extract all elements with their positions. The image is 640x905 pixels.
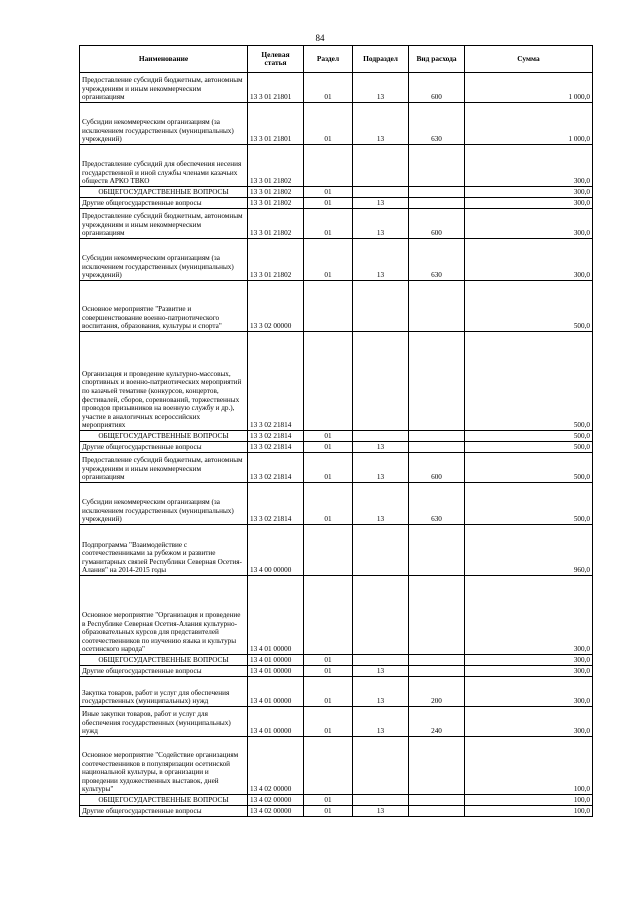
table-row	[80, 707, 593, 737]
row-subsection: 13	[353, 73, 409, 103]
row-name: Иные закупки товаров, работ и услуг для обеспечения государственных (муниципальных) нужд	[80, 707, 248, 737]
row-section: 01	[304, 707, 353, 737]
row-name: Другие общегосударственные вопросы	[80, 666, 248, 677]
row-amount: 300,0	[465, 209, 593, 239]
row-section: 01	[304, 431, 353, 442]
row-subsection: 13	[353, 707, 409, 737]
row-amount: 500,0	[465, 332, 593, 431]
row-name: ОБЩЕГОСУДАРСТВЕННЫЕ ВОПРОСЫ	[80, 795, 248, 806]
row-section: 01	[304, 677, 353, 707]
table-row	[80, 442, 593, 453]
row-amount: 300,0	[465, 145, 593, 187]
table-row	[80, 145, 593, 187]
row-expense-type	[409, 806, 465, 817]
row-name: Организация и проведение культурно-массовых, спортивных и военно-патриотических мероприятий по казачьей тематике (конкурсов, концертов, фестивалей, сборов, соревнований, торжественных проводов призывников на военную службу и др.), участие в аналогичных всероссийских мероприятиях	[80, 332, 248, 431]
row-target: 13 4 01 00000	[248, 677, 304, 707]
row-target: 13 4 01 00000	[248, 576, 304, 655]
row-target: 13 3 01 21801	[248, 73, 304, 103]
row-target: 13 3 02 00000	[248, 281, 304, 332]
row-section: 01	[304, 187, 353, 198]
row-name: Предоставление субсидий для обеспечения несения государственной и иной службы членами казачьих обществ АРКО ТВКО	[80, 145, 248, 187]
row-section	[304, 576, 353, 655]
row-name: Предоставление субсидий бюджетным, автономным учреждениям и иным некоммерческим организациям	[80, 453, 248, 483]
row-expense-type	[409, 187, 465, 198]
table-row	[80, 431, 593, 442]
row-name: Другие общегосударственные вопросы	[80, 198, 248, 209]
row-subsection	[353, 431, 409, 442]
row-expense-type	[409, 576, 465, 655]
row-section: 01	[304, 103, 353, 145]
table-row	[80, 187, 593, 198]
row-name: Закупка товаров, работ и услуг для обеспечения государственных (муниципальных) нужд	[80, 677, 248, 707]
row-target: 13 3 02 21814	[248, 442, 304, 453]
row-amount: 1 000,0	[465, 73, 593, 103]
row-target: 13 3 01 21801	[248, 103, 304, 145]
header-subsection: Подраздел	[353, 46, 409, 73]
row-expense-type	[409, 666, 465, 677]
row-amount: 100,0	[465, 806, 593, 817]
row-expense-type: 200	[409, 677, 465, 707]
row-target: 13 4 02 00000	[248, 806, 304, 817]
row-subsection: 13	[353, 806, 409, 817]
row-expense-type: 600	[409, 453, 465, 483]
row-section	[304, 525, 353, 576]
row-name: Субсидии некоммерческим организациям (за исключением государственных (муниципальных) учреждений)	[80, 483, 248, 525]
table-row	[80, 209, 593, 239]
row-subsection	[353, 525, 409, 576]
row-expense-type	[409, 655, 465, 666]
row-name: Основное мероприятие "Развитие и совершенствование военно-патриотического воспитания, образования, культуры и спорта"	[80, 281, 248, 332]
row-section	[304, 332, 353, 431]
row-section: 01	[304, 483, 353, 525]
row-subsection	[353, 187, 409, 198]
row-expense-type: 600	[409, 73, 465, 103]
row-name: Предоставление субсидий бюджетным, автономным учреждениям и иным некоммерческим организациям	[80, 209, 248, 239]
row-subsection: 13	[353, 483, 409, 525]
table-row	[80, 103, 593, 145]
table-row	[80, 239, 593, 281]
row-subsection: 13	[353, 239, 409, 281]
row-section	[304, 145, 353, 187]
table-row	[80, 655, 593, 666]
row-expense-type	[409, 145, 465, 187]
budget-table	[79, 45, 593, 817]
row-name: Другие общегосударственные вопросы	[80, 806, 248, 817]
row-subsection	[353, 795, 409, 806]
row-subsection: 13	[353, 666, 409, 677]
row-subsection	[353, 576, 409, 655]
row-amount: 500,0	[465, 453, 593, 483]
row-subsection: 13	[353, 103, 409, 145]
table-row	[80, 576, 593, 655]
row-subsection: 13	[353, 677, 409, 707]
row-target: 13 4 01 00000	[248, 655, 304, 666]
header-target: Целевая статья	[248, 46, 304, 73]
row-target: 13 3 01 21802	[248, 187, 304, 198]
table-header-row	[80, 46, 593, 73]
row-amount: 300,0	[465, 187, 593, 198]
row-expense-type: 630	[409, 103, 465, 145]
row-name: Другие общегосударственные вопросы	[80, 442, 248, 453]
row-section: 01	[304, 73, 353, 103]
row-target: 13 3 01 21802	[248, 239, 304, 281]
row-amount: 300,0	[465, 239, 593, 281]
row-target: 13 4 02 00000	[248, 795, 304, 806]
row-subsection	[353, 655, 409, 666]
row-amount: 300,0	[465, 655, 593, 666]
row-section: 01	[304, 666, 353, 677]
row-subsection: 13	[353, 209, 409, 239]
row-amount: 300,0	[465, 666, 593, 677]
row-subsection: 13	[353, 453, 409, 483]
row-amount: 100,0	[465, 737, 593, 795]
row-section: 01	[304, 795, 353, 806]
row-name: Субсидии некоммерческим организациям (за исключением государственных (муниципальных) учреждений)	[80, 239, 248, 281]
table-row	[80, 198, 593, 209]
row-amount: 300,0	[465, 677, 593, 707]
row-expense-type	[409, 442, 465, 453]
row-subsection	[353, 737, 409, 795]
row-name: Предоставление субсидий бюджетным, автономным учреждениям и иным некоммерческим организациям	[80, 73, 248, 103]
row-section: 01	[304, 198, 353, 209]
row-amount: 300,0	[465, 707, 593, 737]
row-section: 01	[304, 442, 353, 453]
row-expense-type	[409, 431, 465, 442]
row-name: ОБЩЕГОСУДАРСТВЕННЫЕ ВОПРОСЫ	[80, 187, 248, 198]
row-target: 13 3 01 21802	[248, 209, 304, 239]
row-section: 01	[304, 453, 353, 483]
row-expense-type: 630	[409, 483, 465, 525]
row-expense-type	[409, 198, 465, 209]
row-name: Субсидии некоммерческим организациям (за исключением государственных (муниципальных) учреждений)	[80, 103, 248, 145]
table-row	[80, 737, 593, 795]
row-expense-type: 600	[409, 209, 465, 239]
row-name: ОБЩЕГОСУДАРСТВЕННЫЕ ВОПРОСЫ	[80, 655, 248, 666]
table-row	[80, 453, 593, 483]
page-number: 84	[315, 33, 325, 43]
row-section: 01	[304, 209, 353, 239]
table-row	[80, 281, 593, 332]
row-subsection: 13	[353, 198, 409, 209]
row-section	[304, 281, 353, 332]
row-name: ОБЩЕГОСУДАРСТВЕННЫЕ ВОПРОСЫ	[80, 431, 248, 442]
table-row	[80, 525, 593, 576]
row-expense-type: 240	[409, 707, 465, 737]
row-subsection: 13	[353, 442, 409, 453]
row-amount: 100,0	[465, 795, 593, 806]
row-expense-type: 630	[409, 239, 465, 281]
row-amount: 500,0	[465, 431, 593, 442]
table-row	[80, 332, 593, 431]
header-name: Наименование	[80, 46, 248, 73]
row-expense-type	[409, 795, 465, 806]
row-section: 01	[304, 239, 353, 281]
row-target: 13 3 02 21814	[248, 431, 304, 442]
row-name: Основное мероприятие "Содействие организациям соотечественников в популяризации осетинской национальной культуры, в организации и проведении художественных выставок, дней культуры"	[80, 737, 248, 795]
header-section: Раздел	[304, 46, 353, 73]
row-section	[304, 737, 353, 795]
row-amount: 300,0	[465, 576, 593, 655]
row-target: 13 3 02 21814	[248, 483, 304, 525]
row-target: 13 3 02 21814	[248, 453, 304, 483]
row-amount: 500,0	[465, 483, 593, 525]
table-row	[80, 483, 593, 525]
row-target: 13 4 01 00000	[248, 707, 304, 737]
row-amount: 960,0	[465, 525, 593, 576]
row-expense-type	[409, 737, 465, 795]
row-expense-type	[409, 281, 465, 332]
table-row	[80, 677, 593, 707]
row-target: 13 3 01 21802	[248, 145, 304, 187]
table-row	[80, 795, 593, 806]
table-row	[80, 666, 593, 677]
row-expense-type	[409, 525, 465, 576]
table-row	[80, 806, 593, 817]
row-expense-type	[409, 332, 465, 431]
table-body	[80, 73, 593, 817]
row-amount: 500,0	[465, 442, 593, 453]
row-subsection	[353, 145, 409, 187]
row-amount: 1 000,0	[465, 103, 593, 145]
table-row	[80, 73, 593, 103]
header-amount: Сумма	[465, 46, 593, 73]
row-target: 13 4 00 00000	[248, 525, 304, 576]
row-subsection	[353, 332, 409, 431]
row-amount: 500,0	[465, 281, 593, 332]
row-name: Основное мероприятие "Организация и проведение в Республике Северная Осетия-Алания культурно-образовательных курсов для представителей соотечественников по изучению языка и культуры осетинского народа"	[80, 576, 248, 655]
row-subsection	[353, 281, 409, 332]
row-amount: 300,0	[465, 198, 593, 209]
header-expense-type: Вид расхода	[409, 46, 465, 73]
row-name: Подпрограмма "Взаимодействие с соотечественниками за рубежом и развитие гуманитарных связей Республики Северная Осетия-Алания" на 2014-2015 годы	[80, 525, 248, 576]
row-target: 13 3 01 21802	[248, 198, 304, 209]
row-target: 13 3 02 21814	[248, 332, 304, 431]
row-section: 01	[304, 655, 353, 666]
row-target: 13 4 01 00000	[248, 666, 304, 677]
row-target: 13 4 02 00000	[248, 737, 304, 795]
row-section: 01	[304, 806, 353, 817]
